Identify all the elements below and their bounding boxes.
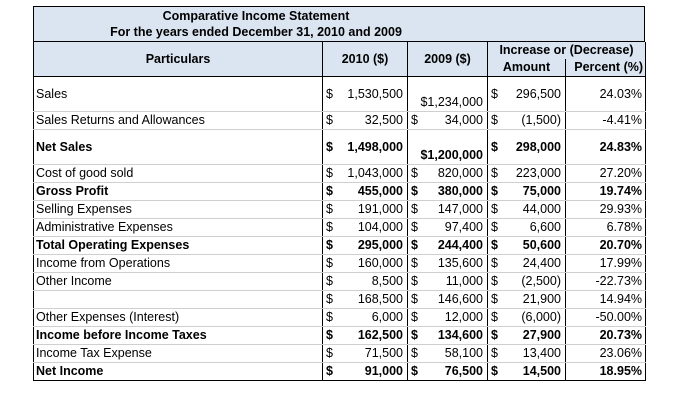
cell-amount-value: 21,900 (522, 292, 561, 307)
currency-symbol: $ (491, 256, 498, 271)
cell-2010 (323, 165, 408, 183)
cell-2009-value: 146,600 (437, 292, 483, 307)
cell-2009 (408, 345, 488, 363)
cell-amount (488, 112, 566, 130)
cell-percent: -50.00% (566, 309, 646, 327)
cell-amount (488, 130, 566, 165)
currency-symbol: $ (491, 202, 498, 217)
cell-amount (488, 77, 566, 112)
currency-symbol: $ (326, 238, 333, 253)
cell-percent: 29.93% (566, 201, 646, 219)
cell-2009-value: 11,000 (445, 274, 483, 289)
row-label: Income before Income Taxes (34, 327, 323, 345)
currency-symbol: $ (411, 346, 418, 361)
cell-amount-value: 44,000 (522, 202, 561, 217)
currency-symbol: $ (411, 220, 418, 235)
cell-2009 (408, 309, 488, 327)
currency-symbol: $ (491, 220, 498, 235)
row-label: Cost of good sold (34, 165, 323, 183)
cell-2009-value: 76,500 (444, 364, 483, 379)
cell-2009-value: 380,000 (437, 184, 483, 199)
table-row (34, 237, 646, 255)
cell-2010-value: 71,500 (364, 346, 403, 361)
row-label: Other Income (34, 273, 323, 291)
cell-2010 (323, 345, 408, 363)
cell-2009-value: $1,200,000 (420, 148, 483, 163)
cell-2010-value: 104,000 (357, 220, 403, 235)
currency-symbol: $ (326, 220, 333, 235)
cell-2010-value: 6,000 (371, 310, 403, 325)
currency-symbol: $ (326, 274, 333, 289)
cell-amount-value: 24,400 (522, 256, 561, 271)
cell-2010 (323, 363, 408, 381)
cell-amount-value: 27,900 (522, 328, 561, 343)
cell-amount-value: 296,500 (515, 86, 561, 101)
currency-symbol: $ (326, 292, 333, 307)
cell-percent: 6.78% (566, 219, 646, 237)
currency-symbol: $ (491, 346, 498, 361)
currency-symbol: $ (326, 86, 333, 101)
cell-amount (488, 327, 566, 345)
currency-symbol: $ (491, 274, 498, 289)
cell-amount-value: 50,600 (522, 238, 561, 253)
cell-2009 (408, 219, 488, 237)
table-row (34, 363, 646, 381)
cell-2010-value: 1,498,000 (347, 139, 403, 154)
cell-2009-value: 244,400 (437, 238, 483, 253)
row-label (34, 291, 323, 309)
currency-symbol: $ (326, 364, 333, 379)
statement-title: Comparative Income Statement (162, 9, 350, 23)
cell-2009-value: 97,400 (444, 220, 483, 235)
cell-2010-value: 168,500 (357, 292, 403, 307)
cell-2009 (408, 201, 488, 219)
cell-2010 (323, 291, 408, 309)
cell-amount-value: (1,500) (521, 113, 561, 128)
table-row (34, 130, 646, 165)
cell-2009 (408, 255, 488, 273)
cell-2009-value: 147,000 (437, 202, 483, 217)
cell-2010-value: 295,000 (357, 238, 403, 253)
cell-2009 (408, 291, 488, 309)
cell-amount (488, 309, 566, 327)
cell-2009-value: 135,600 (437, 256, 483, 271)
cell-percent: 24.83% (566, 130, 646, 165)
table-row (34, 345, 646, 363)
header-amount: Amount (488, 59, 566, 77)
income-statement-table (33, 42, 646, 381)
currency-symbol: $ (491, 166, 498, 181)
currency-symbol: $ (326, 256, 333, 271)
cell-2010 (323, 201, 408, 219)
cell-2009 (408, 77, 488, 112)
cell-2010-value: 191,000 (357, 202, 403, 217)
cell-2010 (323, 112, 408, 130)
cell-2010 (323, 237, 408, 255)
cell-percent: 19.74% (566, 183, 646, 201)
currency-symbol: $ (411, 238, 418, 253)
cell-2009 (408, 130, 488, 165)
cell-percent: 14.94% (566, 291, 646, 309)
currency-symbol: $ (411, 292, 418, 307)
cell-2009 (408, 237, 488, 255)
cell-2010 (323, 309, 408, 327)
header-2010: 2010 ($) (323, 42, 408, 77)
cell-2010-value: 160,000 (357, 256, 403, 271)
cell-2010 (323, 255, 408, 273)
cell-amount (488, 201, 566, 219)
title-block (33, 6, 645, 42)
currency-symbol: $ (326, 202, 333, 217)
currency-symbol: $ (411, 113, 418, 128)
currency-symbol: $ (491, 139, 498, 154)
cell-2010 (323, 327, 408, 345)
cell-amount (488, 345, 566, 363)
cell-amount (488, 273, 566, 291)
currency-symbol: $ (491, 184, 498, 199)
cell-2009-value: 12,000 (444, 310, 483, 325)
cell-2009-value: 34,000 (444, 113, 483, 128)
header-percent: Percent (%) (566, 59, 646, 77)
currency-symbol: $ (326, 113, 333, 128)
row-label: Net Sales (34, 130, 323, 165)
currency-symbol: $ (411, 184, 418, 199)
currency-symbol: $ (491, 113, 498, 128)
cell-amount-value: 75,000 (522, 184, 561, 199)
currency-symbol: $ (491, 364, 498, 379)
table-row (34, 201, 646, 219)
table-row (34, 77, 646, 112)
currency-symbol: $ (411, 256, 418, 271)
cell-2010 (323, 183, 408, 201)
table-row (34, 219, 646, 237)
statement-subtitle: For the years ended December 31, 2010 and 2009 (110, 25, 402, 39)
currency-symbol: $ (491, 238, 498, 253)
cell-percent: 17.99% (566, 255, 646, 273)
currency-symbol: $ (411, 310, 418, 325)
cell-2010 (323, 77, 408, 112)
cell-amount (488, 237, 566, 255)
cell-2009 (408, 363, 488, 381)
currency-symbol: $ (491, 292, 498, 307)
cell-2010-value: 1,530,500 (347, 86, 403, 101)
row-label: Income from Operations (34, 255, 323, 273)
cell-2009 (408, 327, 488, 345)
cell-2009-value: $1,234,000 (420, 95, 483, 110)
cell-amount (488, 219, 566, 237)
cell-2010-value: 162,500 (357, 328, 403, 343)
cell-amount (488, 183, 566, 201)
currency-symbol: $ (411, 166, 418, 181)
row-label: Net Income (34, 363, 323, 381)
table-row (34, 291, 646, 309)
table-row (34, 255, 646, 273)
currency-symbol: $ (491, 86, 498, 101)
row-label: Sales Returns and Allowances (34, 112, 323, 130)
currency-symbol: $ (326, 310, 333, 325)
cell-amount-value: 13,400 (522, 346, 561, 361)
row-label: Administrative Expenses (34, 219, 323, 237)
cell-2009-value: 820,000 (437, 166, 483, 181)
cell-2009 (408, 165, 488, 183)
row-label: Total Operating Expenses (34, 237, 323, 255)
cell-percent: -22.73% (566, 273, 646, 291)
cell-2010-value: 455,000 (357, 184, 403, 199)
currency-symbol: $ (326, 139, 333, 154)
cell-2009 (408, 112, 488, 130)
cell-2010-value: 8,500 (371, 274, 403, 289)
header-particulars: Particulars (34, 42, 323, 77)
row-label: Other Expenses (Interest) (34, 309, 323, 327)
cell-2009-value: 134,600 (437, 328, 483, 343)
cell-percent: 24.03% (566, 77, 646, 112)
cell-amount (488, 363, 566, 381)
cell-2009-value: 58,100 (444, 346, 483, 361)
cell-amount (488, 291, 566, 309)
currency-symbol: $ (326, 346, 333, 361)
cell-2010 (323, 273, 408, 291)
row-label: Income Tax Expense (34, 345, 323, 363)
table-row (34, 273, 646, 291)
table-row (34, 112, 646, 130)
cell-2009 (408, 273, 488, 291)
table-row (34, 165, 646, 183)
cell-percent: 18.95% (566, 363, 646, 381)
table-row (34, 309, 646, 327)
currency-symbol: $ (326, 328, 333, 343)
cell-percent: 27.20% (566, 165, 646, 183)
table-row (34, 327, 646, 345)
cell-2010-value: 32,500 (364, 113, 403, 128)
cell-2010 (323, 219, 408, 237)
cell-2010-value: 1,043,000 (347, 166, 403, 181)
table-row (34, 183, 646, 201)
cell-amount (488, 255, 566, 273)
cell-percent: 20.70% (566, 237, 646, 255)
cell-amount-value: 298,000 (515, 139, 561, 154)
cell-amount-value: 6,600 (529, 220, 561, 235)
currency-symbol: $ (326, 184, 333, 199)
header-increase-decrease: Increase or (Decrease) (488, 42, 646, 59)
currency-symbol: $ (411, 202, 418, 217)
cell-2010-value: 91,000 (364, 364, 403, 379)
header-2009: 2009 ($) (408, 42, 488, 77)
cell-2010 (323, 130, 408, 165)
cell-percent: 23.06% (566, 345, 646, 363)
currency-symbol: $ (326, 166, 333, 181)
cell-amount-value: (6,000) (521, 310, 561, 325)
cell-percent: -4.41% (566, 112, 646, 130)
currency-symbol: $ (491, 328, 498, 343)
cell-amount-value: (2,500) (521, 274, 561, 289)
cell-amount-value: 223,000 (515, 166, 561, 181)
currency-symbol: $ (411, 328, 418, 343)
currency-symbol: $ (411, 364, 418, 379)
currency-symbol: $ (411, 274, 418, 289)
currency-symbol: $ (491, 310, 498, 325)
cell-amount-value: 14,500 (522, 364, 561, 379)
row-label: Selling Expenses (34, 201, 323, 219)
cell-percent: 20.73% (566, 327, 646, 345)
row-label: Sales (34, 77, 323, 112)
cell-2009 (408, 183, 488, 201)
cell-amount (488, 165, 566, 183)
row-label: Gross Profit (34, 183, 323, 201)
